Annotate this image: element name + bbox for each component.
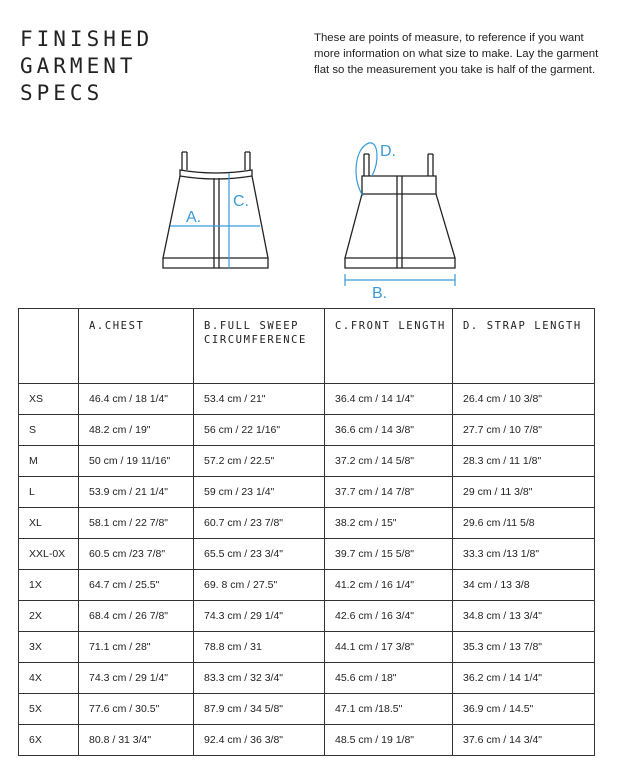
front-length-cell: 38.2 cm / 15" bbox=[325, 508, 453, 539]
back-measure-lines bbox=[345, 143, 455, 286]
front-length-cell: 48.5 cm / 19 1/8" bbox=[325, 725, 453, 756]
chest-cell: 74.3 cm / 29 1/4" bbox=[79, 663, 194, 694]
header-size bbox=[19, 309, 79, 384]
size-cell: XXL-0X bbox=[19, 539, 79, 570]
front-measure-lines bbox=[170, 173, 260, 268]
chest-cell: 77.6 cm / 30.5" bbox=[79, 694, 194, 725]
table-header-row bbox=[19, 309, 595, 384]
sweep-cell: 78.8 cm / 31 bbox=[194, 632, 325, 663]
table-row bbox=[19, 477, 595, 508]
sweep-cell: 53.4 cm / 21" bbox=[194, 384, 325, 415]
sweep-cell: 87.9 cm / 34 5/8" bbox=[194, 694, 325, 725]
header-front-length: C.FRONT LENGTH bbox=[325, 309, 453, 384]
strap-length-cell: 29 cm / 11 3/8" bbox=[453, 477, 595, 508]
back-garment-illustration bbox=[345, 154, 455, 268]
size-cell: L bbox=[19, 477, 79, 508]
title-line: FINISHED bbox=[20, 27, 154, 51]
sweep-cell: 56 cm / 22 1/16" bbox=[194, 415, 325, 446]
front-length-cell: 36.6 cm / 14 3/8" bbox=[325, 415, 453, 446]
label-c: C. bbox=[233, 193, 249, 210]
strap-length-cell: 29.6 cm /11 5/8 bbox=[453, 508, 595, 539]
table-row bbox=[19, 663, 595, 694]
front-length-cell: 37.2 cm / 14 5/8" bbox=[325, 446, 453, 477]
chest-cell: 58.1 cm / 22 7/8" bbox=[79, 508, 194, 539]
header-full-sweep: B.FULL SWEEP CIRCUMFERENCE bbox=[194, 309, 325, 384]
size-cell: 4X bbox=[19, 663, 79, 694]
table-row bbox=[19, 508, 595, 539]
garment-diagram bbox=[0, 0, 631, 305]
strap-length-cell: 34.8 cm / 13 3/4" bbox=[453, 601, 595, 632]
size-cell: 1X bbox=[19, 570, 79, 601]
strap-length-cell: 28.3 cm / 11 1/8" bbox=[453, 446, 595, 477]
front-length-cell: 47.1 cm /18.5" bbox=[325, 694, 453, 725]
garment-specs-table bbox=[18, 308, 595, 756]
label-a: A. bbox=[186, 209, 202, 226]
table-row bbox=[19, 632, 595, 663]
chest-cell: 64.7 cm / 25.5" bbox=[79, 570, 194, 601]
sweep-cell: 92.4 cm / 36 3/8" bbox=[194, 725, 325, 756]
front-length-cell: 37.7 cm / 14 7/8" bbox=[325, 477, 453, 508]
table-row bbox=[19, 446, 595, 477]
sweep-cell: 59 cm / 23 1/4" bbox=[194, 477, 325, 508]
table-row bbox=[19, 570, 595, 601]
size-cell: 3X bbox=[19, 632, 79, 663]
header-strap-length: D. STRAP LENGTH bbox=[453, 309, 595, 384]
table-row bbox=[19, 601, 595, 632]
header-chest: A.CHEST bbox=[79, 309, 194, 384]
front-garment-illustration bbox=[163, 152, 268, 268]
size-cell: S bbox=[19, 415, 79, 446]
front-length-cell: 41.2 cm / 16 1/4" bbox=[325, 570, 453, 601]
chest-cell: 46.4 cm / 18 1/4" bbox=[79, 384, 194, 415]
strap-length-cell: 36.9 cm / 14.5" bbox=[453, 694, 595, 725]
sweep-cell: 65.5 cm / 23 3/4" bbox=[194, 539, 325, 570]
chest-cell: 80.8 / 31 3/4" bbox=[79, 725, 194, 756]
title-line: SPECS bbox=[20, 81, 104, 105]
table-row bbox=[19, 539, 595, 570]
strap-length-cell: 34 cm / 13 3/8 bbox=[453, 570, 595, 601]
intro-text: These are points of measure, to reference if you want more information on what size to make. Lay the garment flat so the measurement you take is half of the garment. bbox=[314, 32, 599, 76]
strap-length-cell: 26.4 cm / 10 3/8" bbox=[453, 384, 595, 415]
size-cell: 2X bbox=[19, 601, 79, 632]
chest-cell: 53.9 cm / 21 1/4" bbox=[79, 477, 194, 508]
size-cell: XL bbox=[19, 508, 79, 539]
strap-length-cell: 33.3 cm /13 1/8" bbox=[453, 539, 595, 570]
strap-length-cell: 27.7 cm / 10 7/8" bbox=[453, 415, 595, 446]
chest-cell: 60.5 cm /23 7/8" bbox=[79, 539, 194, 570]
front-length-cell: 45.6 cm / 18" bbox=[325, 663, 453, 694]
strap-length-cell: 37.6 cm / 14 3/4" bbox=[453, 725, 595, 756]
strap-length-cell: 35.3 cm / 13 7/8" bbox=[453, 632, 595, 663]
sweep-cell: 60.7 cm / 23 7/8" bbox=[194, 508, 325, 539]
size-cell: XS bbox=[19, 384, 79, 415]
size-cell: M bbox=[19, 446, 79, 477]
title-line: GARMENT bbox=[20, 54, 137, 78]
sweep-cell: 57.2 cm / 22.5" bbox=[194, 446, 325, 477]
sweep-cell: 69. 8 cm / 27.5" bbox=[194, 570, 325, 601]
sweep-cell: 74.3 cm / 29 1/4" bbox=[194, 601, 325, 632]
front-length-cell: 36.4 cm / 14 1/4" bbox=[325, 384, 453, 415]
table-row bbox=[19, 694, 595, 725]
strap-measure-line bbox=[356, 143, 377, 196]
sweep-cell: 83.3 cm / 32 3/4" bbox=[194, 663, 325, 694]
chest-cell: 71.1 cm / 28" bbox=[79, 632, 194, 663]
table-row bbox=[19, 384, 595, 415]
size-cell: 6X bbox=[19, 725, 79, 756]
label-b: B. bbox=[372, 285, 388, 302]
table-row bbox=[19, 725, 595, 756]
table-row bbox=[19, 415, 595, 446]
chest-cell: 68.4 cm / 26 7/8" bbox=[79, 601, 194, 632]
label-d: D. bbox=[380, 143, 396, 160]
sweep-measure-line bbox=[345, 274, 455, 286]
chest-cell: 50 cm / 19 11/16" bbox=[79, 446, 194, 477]
front-length-cell: 44.1 cm / 17 3/8" bbox=[325, 632, 453, 663]
strap-length-cell: 36.2 cm / 14 1/4" bbox=[453, 663, 595, 694]
size-cell: 5X bbox=[19, 694, 79, 725]
front-length-cell: 39.7 cm / 15 5/8" bbox=[325, 539, 453, 570]
chest-cell: 48.2 cm / 19" bbox=[79, 415, 194, 446]
front-length-cell: 42.6 cm / 16 3/4" bbox=[325, 601, 453, 632]
